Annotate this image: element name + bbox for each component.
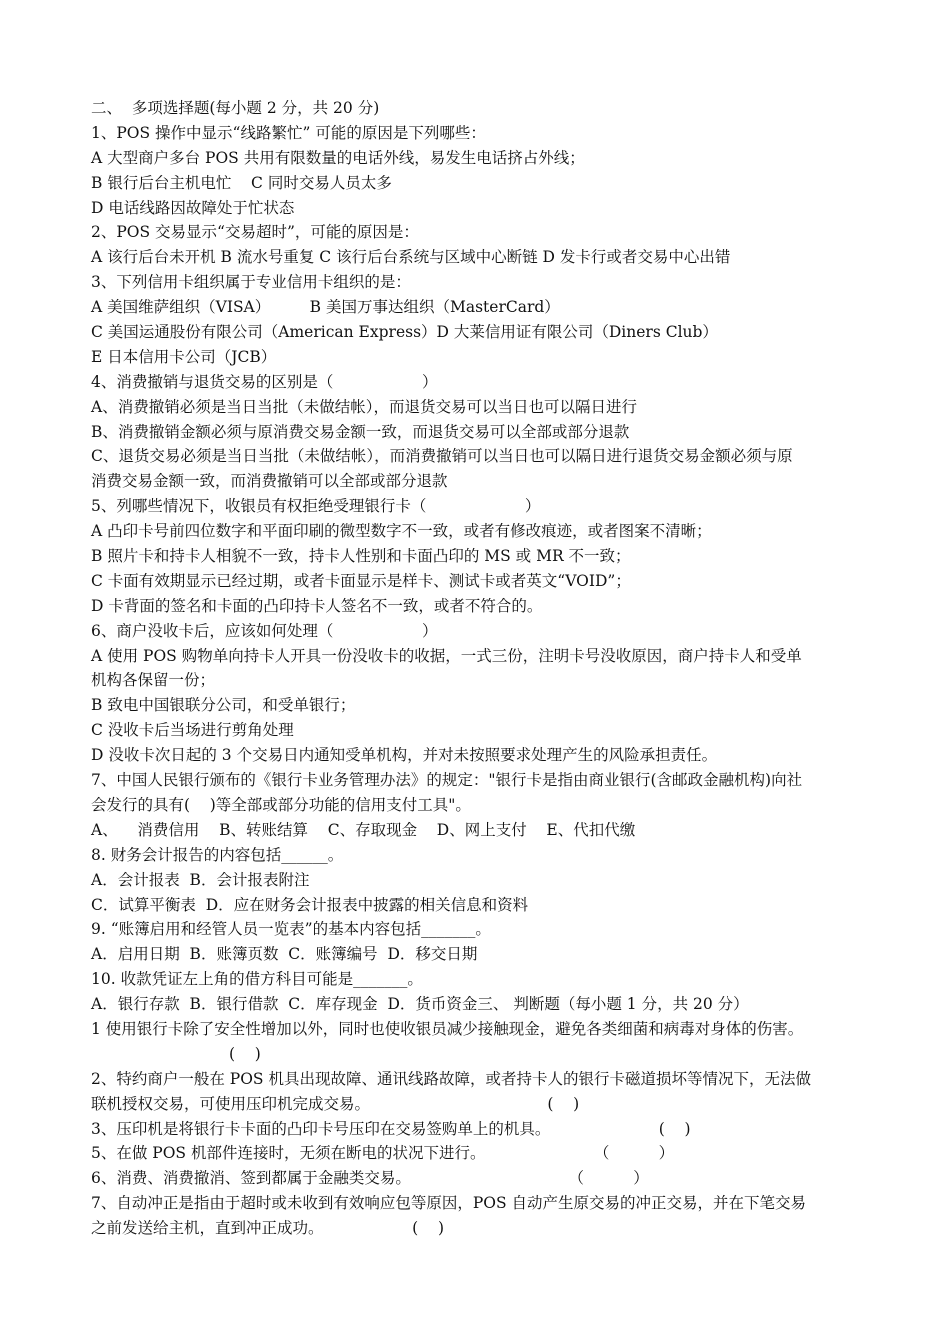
text-line: 8. 财务会计报告的内容包括______。 <box>91 845 344 864</box>
text-line: A 该行后台未开机 B 流水号重复 C 该行后台系统与区域中心断链 D 发卡行或者交易中心出错 <box>91 248 731 267</box>
text-line: C．试算平衡表 D．应在财务会计报表中披露的相关信息和资料 <box>91 895 529 914</box>
text-line: A 凸印卡号前四位数字和平面印刷的微型数字不一致，或者有修改痕迹，或者图案不清晰； <box>91 522 712 541</box>
text-line: 联机授权交易，可使用压印机完成交易。 ( ) <box>91 1094 580 1113</box>
text-line: E 日本信用卡公司（JCB） <box>91 347 277 366</box>
text-line: 6、商户没收卡后，应该如何处理（ ） <box>91 621 438 640</box>
text-line: 5、列哪些情况下，收银员有权拒绝受理银行卡（ ） <box>91 497 541 516</box>
text-line: B 致电中国银联分公司，和受单银行； <box>91 696 356 715</box>
text-line: 消费交易金额一致，而消费撤销可以全部或部分退款 <box>91 472 448 491</box>
text-line: A 使用 POS 购物单向持卡人开具一份没收卡的收据，一式三份，注明卡号没收原因，商户持卡人和受单 <box>91 646 802 665</box>
text-line: B 照片卡和持卡人相貌不一致，持卡人性别和卡面凸印的 MS 或 MR 不一致； <box>91 547 631 566</box>
text-line: 4、消费撤销与退货交易的区别是（ ） <box>91 372 438 391</box>
text-line: 二、 多项选择题(每小题 2 分，共 20 分) <box>91 99 380 117</box>
text-line: A．会计报表 B．会计报表附注 <box>91 870 310 889</box>
text-line: 9. “账簿启用和经管人员一览表”的基本内容包括_______。 <box>91 920 491 939</box>
text-line: C、退货交易必须是当日当批（未做结帐），而消费撤销可以当日也可以隔日进行退货交易金额必须与原 <box>91 447 793 466</box>
text-line: 7、自动冲正是指由于超时或未收到有效响应包等原因，POS 自动产生原交易的冲正交易，并在下笔交易 <box>91 1194 807 1213</box>
text-line: ( ) <box>91 1044 261 1063</box>
text-line: D 电话线路因故障处于忙状态 <box>91 198 295 217</box>
text-line: C 卡面有效期显示已经过期，或者卡面显示是样卡、测试卡或者英文“VOID”； <box>91 571 631 590</box>
text-line: B、消费撤销金额必须与原消费交易金额一致，而退货交易可以全部或部分退款 <box>91 422 630 441</box>
text-line: 10. 收款凭证左上角的借方科目可能是_______。 <box>91 970 423 989</box>
text-line: 7、中国人民银行颁布的《银行卡业务管理办法》的规定："银行卡是指由商业银行(含邮政金融机构)向社 <box>91 771 803 790</box>
text-line: 6、消费、消费撤消、签到都属于金融类交易。 （ ） <box>91 1169 649 1188</box>
text-line: 会发行的具有( )等全部或部分功能的信用支付工具"。 <box>91 795 471 814</box>
text-line: 2、POS 交易显示“交易超时”，可能的原因是： <box>91 223 419 242</box>
text-line: B 银行后台主机电忙 C 同时交易人员太多 <box>91 173 392 192</box>
text-line: A 美国维萨组织（VISA） B 美国万事达组织（MasterCard） <box>91 298 560 317</box>
text-line: D 卡背面的签名和卡面的凸印持卡人签名不一致，或者不符合的。 <box>91 596 543 615</box>
text-line: D 没收卡次日起的 3 个交易日内通知受单机构，并对未按照要求处理产生的风险承担责任。 <box>91 746 718 765</box>
text-line: 1、POS 操作中显示“线路繁忙” 可能的原因是下列哪些： <box>91 123 486 142</box>
text-line: A、消费撤销必须是当日当批（未做结帐），而退货交易可以当日也可以隔日进行 <box>91 397 637 416</box>
text-line: A．启用日期 B．账簿页数 C．账簿编号 D．移交日期 <box>91 945 478 964</box>
text-line: 5、在做 POS 机部件连接时，无须在断电的状况下进行。 （ ） <box>91 1144 675 1163</box>
text-line: 3、压印机是将银行卡卡面的凸印卡号压印在交易签购单上的机具。 ( ) <box>91 1119 691 1138</box>
text-line: A 大型商户多台 POS 共用有限数量的电话外线，易发生电话挤占外线； <box>91 148 585 167</box>
text-line: 之前发送给主机，直到冲正成功。 ( ) <box>91 1219 444 1238</box>
text-line: A、 消费信用 B、转账结算 C、存取现金 D、网上支付 E、代扣代缴 <box>91 820 636 839</box>
text-line: 1 使用银行卡除了安全性增加以外，同时也使收银员减少接触现金，避免各类细菌和病毒对身体的伤害。 <box>91 1019 804 1038</box>
text-line: A．银行存款 B．银行借款 C．库存现金 D．货币资金三、 判断题（每小题 1 分，共 20 分） <box>91 995 749 1014</box>
text-line: C 没收卡后当场进行剪角处理 <box>91 721 294 740</box>
text-line: 机构各保留一份； <box>91 671 216 690</box>
text-line: 3、下列信用卡组织属于专业信用卡组织的是： <box>91 273 411 292</box>
text-line: 2、特约商户一般在 POS 机具出现故障、通讯线路故障，或者持卡人的银行卡磁道损坏等情况下，无法做 <box>91 1069 811 1088</box>
document-body <box>91 96 881 1241</box>
text-line: C 美国运通股份有限公司（American Express）D 大莱信用证有限公司（Diners Club） <box>91 323 718 342</box>
